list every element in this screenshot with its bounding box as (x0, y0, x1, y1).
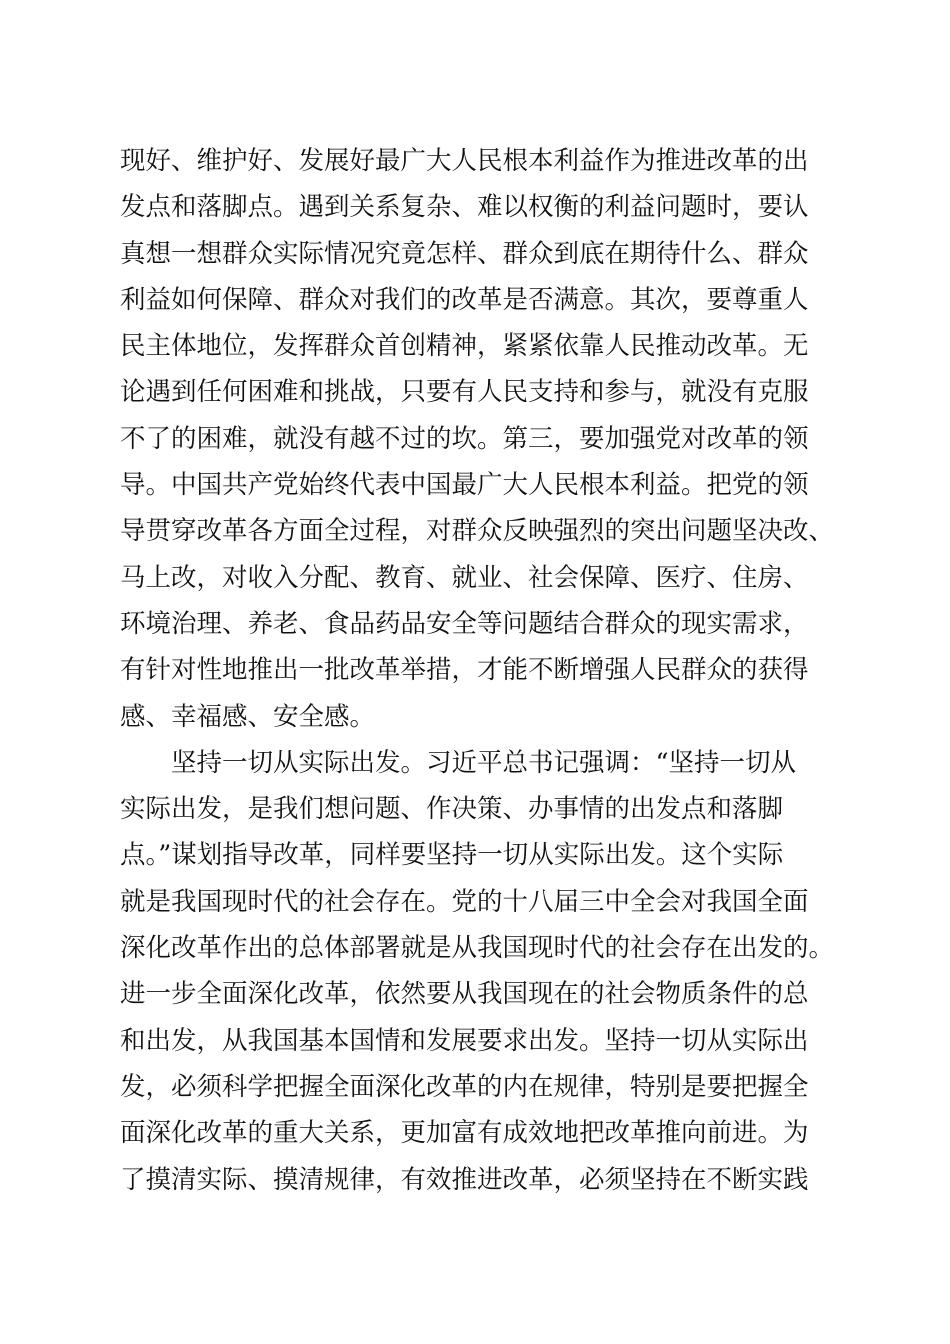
text-line: 和出发，从我国基本国情和发展要求出发。坚持一切从实际出 (120, 1025, 809, 1056)
text-line: 不了的困难，就没有越不过的坎。第三，要加强党对改革的领 (120, 423, 809, 454)
text-line: 感、幸福感、安全感。 (120, 701, 376, 732)
text-line: 导。中国共产党始终代表中国最广大人民根本利益。把党的领 (120, 470, 809, 501)
text-line: 面深化改革的重大关系，更加富有成效地把改革推向前进。为 (120, 1118, 809, 1149)
text-line: 马上改，对收入分配、教育、就业、社会保障、医疗、住房、 (120, 562, 809, 593)
text-line: 民主体地位，发挥群众首创精神，紧紧依靠人民推动改革。无 (120, 331, 809, 362)
text-line: 点。”谋划指导改革，同样要坚持一切从实际出发。这个实际 (120, 840, 784, 871)
body-text (120, 138, 840, 1203)
text-line: 深化改革作出的总体部署就是从我国现时代的社会存在出发的。 (120, 933, 835, 964)
text-line: 就是我国现时代的社会存在。党的十八届三中全会对我国全面 (120, 886, 809, 917)
text-line: 论遇到任何困难和挑战，只要有人民支持和参与，就没有克服 (120, 377, 809, 408)
text-line: 实际出发，是我们想问题、作决策、办事情的出发点和落脚 (120, 794, 784, 825)
paragraph-start-line: 坚持一切从实际出发。习近平总书记强调：“坚持一切从 (171, 747, 797, 778)
text-line: 有针对性地推出一批改革举措，才能不断增强人民群众的获得 (120, 655, 809, 686)
text-line: 发点和落脚点。遇到关系复杂、难以权衡的利益问题时，要认 (120, 192, 809, 223)
text-line: 真想一想群众实际情况究竟怎样、群众到底在期待什么、群众 (120, 238, 809, 269)
text-line: 环境治理、养老、食品药品安全等问题结合群众的现实需求， (120, 608, 809, 639)
text-line: 了摸清实际、摸清规律，有效推进改革，必须坚持在不断实践 (120, 1164, 809, 1195)
text-line: 利益如何保障、群众对我们的改革是否满意。其次，要尊重人 (120, 284, 809, 315)
text-line: 导贯穿改革各方面全过程，对群众反映强烈的突出问题坚决改、 (120, 516, 835, 547)
text-line: 发，必须科学把握全面深化改革的内在规律，特别是要把握全 (120, 1071, 809, 1102)
text-line: 进一步全面深化改革，依然要从我国现在的社会物质条件的总 (120, 979, 809, 1010)
text-line: 现好、维护好、发展好最广大人民根本利益作为推进改革的出 (120, 146, 809, 176)
